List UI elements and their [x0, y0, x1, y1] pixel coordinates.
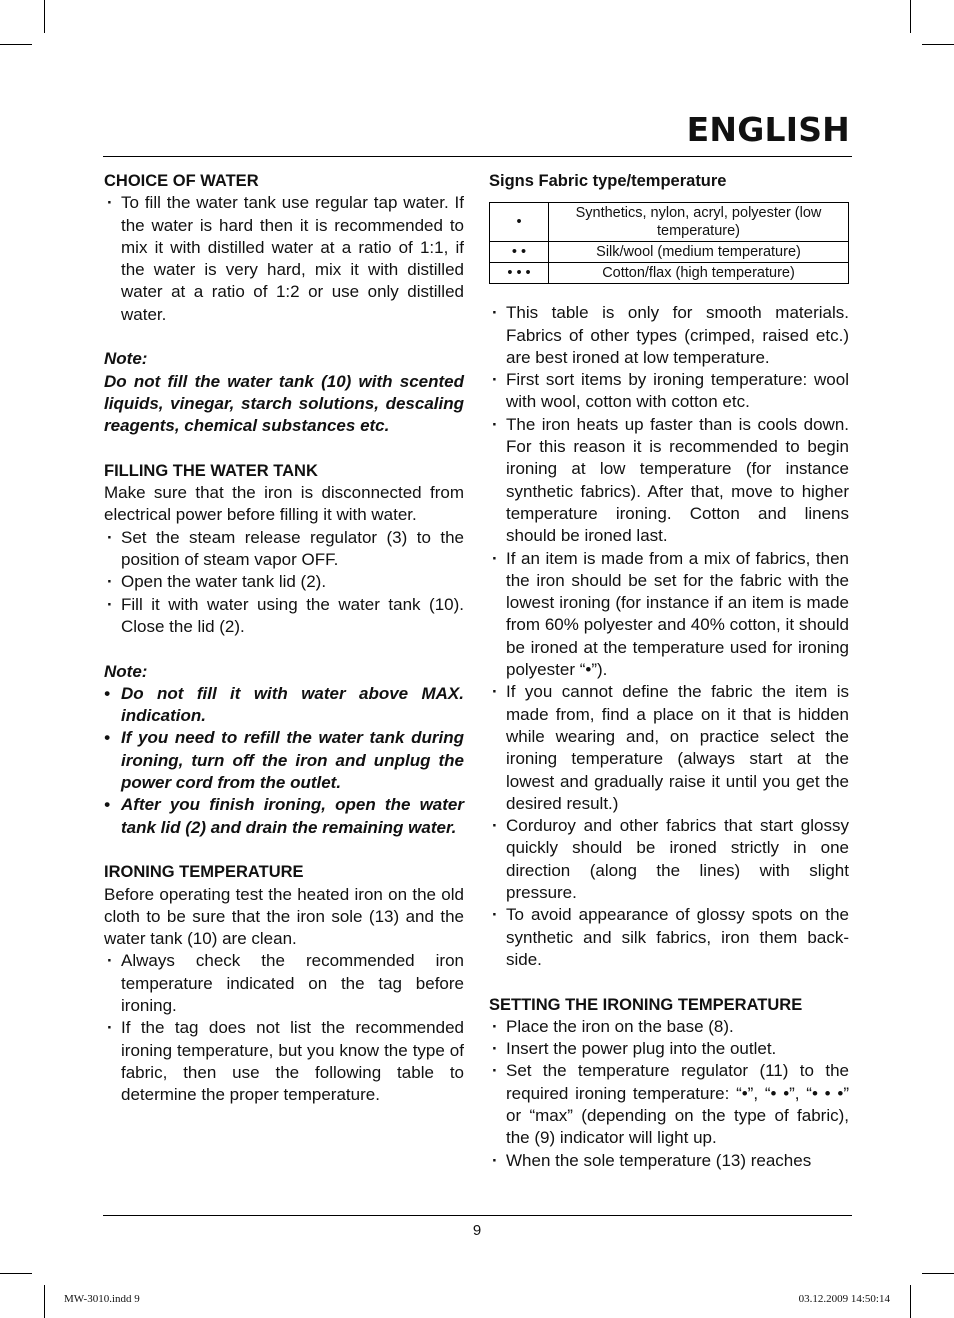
crop-mark — [0, 1273, 32, 1274]
choice-list — [104, 192, 464, 326]
note-list — [104, 683, 464, 839]
page-language-heading: ENGLISH — [686, 110, 850, 149]
ironing-list — [104, 950, 464, 1106]
signs-table-title: Signs Fabric type/temperature — [489, 172, 727, 190]
crop-mark — [0, 44, 32, 45]
temperature-sign: • • • — [490, 263, 549, 284]
list-item: • After you finish ironing, open the water tank lid (2) and drain the remaining water. — [104, 794, 464, 839]
footer-timestamp: 03.12.2009 14:50:14 — [798, 1293, 890, 1305]
section-title-setting-temperature: SETTING THE IRONING TEMPERATURE — [489, 995, 803, 1014]
left-column — [104, 170, 464, 1106]
crop-mark — [910, 1285, 911, 1318]
list-item: • Do not fill it with water above MAX. indication. — [104, 683, 464, 728]
temperature-sign: • • — [490, 242, 549, 263]
list-item: · Always check the recommended iron temperature indicated on the tag before ironing. — [104, 950, 464, 1017]
list-item: · Set the steam release regulator (3) to the position of steam vapor OFF. — [104, 527, 464, 572]
setting-list — [489, 1016, 849, 1172]
temperature-sign: • — [490, 203, 549, 242]
table-row — [490, 203, 849, 242]
list-item: · The iron heats up faster than is cools down. For this reason it is recommended to begin ironing at low temperature (for instance synthetic fabrics). After that, move to higher temperature ironing. Cotton and linens should be ironed last. — [489, 414, 849, 548]
list-item: · When the sole temperature (13) reaches — [489, 1150, 849, 1172]
note-title: Note: — [104, 661, 148, 681]
list-item: · First sort items by ironing temperature: wool with wool, cotton with cotton etc. — [489, 369, 849, 414]
footer-file-info: MW-3010.indd 9 — [64, 1293, 140, 1305]
table-row — [490, 263, 849, 284]
section-title-choice-of-water: CHOICE OF WATER — [104, 172, 259, 190]
footer-rule — [103, 1215, 852, 1216]
crop-mark — [44, 0, 45, 33]
crop-mark — [44, 1285, 45, 1318]
crop-mark — [922, 44, 954, 45]
ironing-intro: Before operating test the heated iron on the old cloth to be sure that the iron sole (13) and the water tank (10) are clean. — [104, 884, 464, 949]
list-item: · This table is only for smooth materials. Fabrics of other types (crimped, raised etc.) are best ironed at low temperature. — [489, 302, 849, 369]
list-item: · Corduroy and other fabrics that start glossy quickly should be ironed strictly in one direction (along the lines) with slight pressure. — [489, 815, 849, 904]
header-rule — [103, 156, 852, 157]
list-item: · Place the iron on the base (8). — [489, 1016, 849, 1038]
list-item: · To avoid appearance of glossy spots on the synthetic and silk fabrics, iron them back-side. — [489, 904, 849, 971]
section-title-ironing-temperature: IRONING TEMPERATURE — [104, 863, 304, 882]
list-item: · Fill it with water using the water tank (10). Close the lid (2). — [104, 594, 464, 639]
fabric-type: Silk/wool (medium temperature) — [549, 242, 849, 263]
table-row — [490, 242, 849, 263]
fabric-type: Cotton/flax (high temperature) — [549, 263, 849, 284]
crop-mark — [922, 1273, 954, 1274]
right-column — [489, 170, 849, 1172]
list-item: · If you cannot define the fabric the item is made from, find a place on it that is hidden while wearing and, on practice select the ironing temperature (always start at the lowest and gradually raise it until you get the desired result.) — [489, 681, 849, 815]
list-item: · Set the temperature regulator (11) to the required ironing temperature: “•”, “• •”, “• • •” or “max” (depending on the type of fabric), the (9) indicator will light up. — [489, 1060, 849, 1149]
section-title-filling: FILLING THE WATER TANK — [104, 461, 318, 480]
note-body: Do not fill the water tank (10) with scented liquids, vinegar, starch solutions, descaling reagents, chemical substances etc. — [104, 371, 464, 436]
tips-list — [489, 302, 849, 971]
note-title: Note: — [104, 349, 148, 369]
fabric-temperature-table — [489, 202, 849, 284]
list-item: · If the tag does not list the recommended ironing temperature, but you know the type of fabric, then use the following table to determine the proper temperature. — [104, 1017, 464, 1106]
list-item: · If an item is made from a mix of fabrics, then the iron should be set for the fabric with the lowest ironing (for instance if an item is made from 60% polyester and 40% cotton, it should be ironed at the temperature used for ironing polyester “•”). — [489, 548, 849, 682]
crop-mark — [910, 0, 911, 33]
list-item: · Insert the power plug into the outlet. — [489, 1038, 849, 1060]
filling-list — [104, 527, 464, 638]
filling-intro: Make sure that the iron is disconnected from electrical power before filling it with water. — [104, 483, 464, 525]
page-number: 9 — [472, 1222, 482, 1239]
list-item: · Open the water tank lid (2). — [104, 571, 464, 593]
fabric-type: Synthetics, nylon, acryl, polyester (low temperature) — [549, 203, 849, 242]
list-item: • If you need to refill the water tank during ironing, turn off the iron and unplug the power cord from the outlet. — [104, 727, 464, 794]
list-item: · To fill the water tank use regular tap water. If the water is hard then it is recommended to mix it with distilled water at a ratio of 1:1, if the water is very hard, mix it with distilled water at a ratio of 1:2 or use only distilled water. — [104, 192, 464, 326]
